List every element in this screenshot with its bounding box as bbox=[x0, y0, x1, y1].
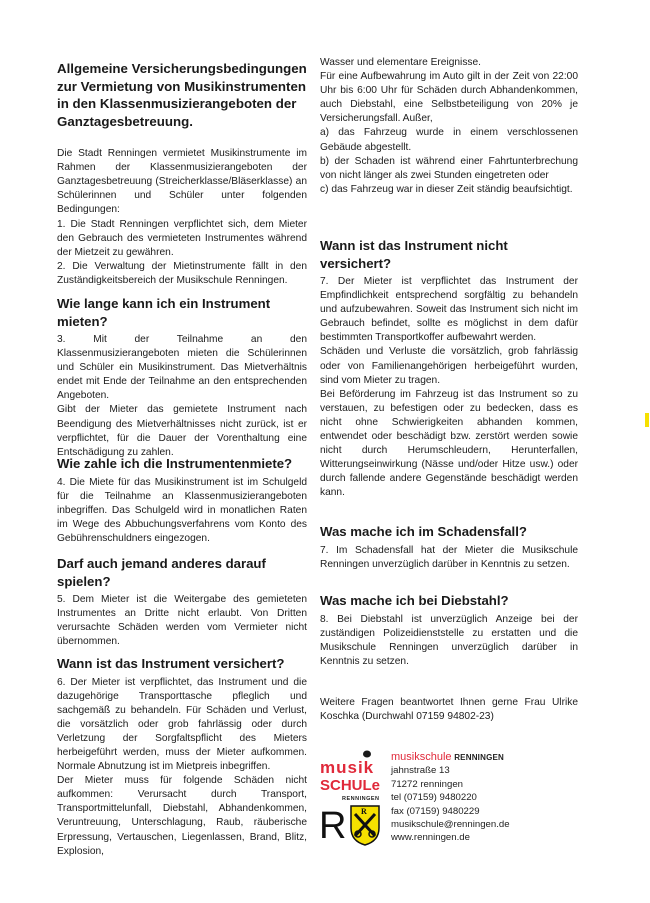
contact-note-block bbox=[320, 696, 578, 724]
intro-paragraph: Die Stadt Renningen vermietet Musikinstrumente im Rahmen der Klassenmusizierangeboten der Ganztagesbetreuung (Streicherklasse/Bläserklasse) an Schülerinnen und Schüler unter folgenden Bedingungen: bbox=[57, 148, 307, 216]
section-paragraph: 7. Der Mieter ist verpflichtet das Instrument der Empfindlichkeit entsprechend sorgfältig zu behandeln und aufzubewahren. Soweit das Instrument sich nicht im Gebrauch befindet, sollte es möglichst in dem dafür bestimmten Transportkoffer aufbewahrt werden. bbox=[320, 276, 578, 344]
website-link[interactable]: www.renningen.de bbox=[391, 832, 470, 844]
address-block bbox=[391, 751, 510, 845]
logo-line1: musik bbox=[320, 758, 375, 777]
document-title: Allgemeine Versicherungsbedingungen zur Vermietung von Musikinstrumenten in den Klassenmusizierangeboten der Ganztagesbetreuung. bbox=[57, 61, 307, 129]
continuation-paragraph: b) der Schaden ist während einer Fahrtunterbrechung von nicht länger als zwei Stunden eingetreten oder bbox=[320, 155, 578, 181]
brand-line bbox=[391, 751, 510, 764]
clause-1: 1. Die Stadt Renningen verpflichtet sich, dem Mieter den Gebrauch des vermieteten Instrumentes während der Mietzeit zu gewähren. bbox=[57, 219, 307, 259]
section-third-party bbox=[57, 555, 307, 649]
street: jahnstraße 13 bbox=[391, 765, 450, 777]
section-paragraph: 7. Im Schadensfall hat der Mieter die Musikschule Renningen unverzüglich darüber in Kenntnis zu setzen. bbox=[320, 544, 578, 570]
section-rental-duration bbox=[57, 295, 307, 460]
brand-city: RENNINGEN bbox=[454, 753, 505, 762]
section-theft bbox=[320, 592, 578, 669]
clause-block-1-2 bbox=[57, 218, 307, 288]
section-heading: Wie lange kann ich ein Instrument mieten? bbox=[57, 296, 271, 329]
section-heading: Was mache ich bei Diebstahl? bbox=[320, 593, 509, 608]
section-heading: Was mache ich im Schadensfall? bbox=[320, 524, 527, 539]
section-paragraph: Schäden und Verluste die vorsätzlich, grob fahrlässig oder von Familienangehörigen herbeigeführt wurden, sind vom Mieter zu tragen. bbox=[320, 346, 578, 386]
section-paragraph: Der Mieter muss für folgende Schäden nicht aufkommen: Verursacht durch Transport, Transportmittelunfall, Diebstahl, Abhandenkommen, Veruntreuung, Unterschlagung, Raub, räuberische Erpressung, Vertauschen, Liegenlassen, Brand, Blitz, Explosion, bbox=[57, 775, 307, 857]
logo-emblem-letter: R bbox=[320, 805, 347, 847]
section-not-insured bbox=[320, 237, 578, 501]
continuation-block bbox=[320, 56, 578, 197]
continuation-paragraph: Für eine Aufbewahrung im Auto gilt in der Zeit von 22:00 Uhr bis 6:00 Uhr für Schäden durch Abhandenkommen, auch Diebstahl, eine Selbstbeteiligung von 20% je Versicherungsfall. Außer, bbox=[320, 71, 578, 125]
section-payment bbox=[57, 455, 307, 546]
continuation-paragraph: c) das Fahrzeug war in dieser Zeit ständig beaufsichtigt. bbox=[320, 183, 573, 195]
section-heading: Wann ist das Instrument versichert? bbox=[57, 656, 285, 671]
section-heading: Darf auch jemand anderes darauf spielen? bbox=[57, 556, 266, 589]
phone: tel (07159) 9480220 bbox=[391, 792, 477, 804]
section-paragraph: Bei Beförderung im Fahrzeug ist das Instrument so zu verstauen, zu befestigen oder zu bedecken, dass es nicht ohne Schwierigkeiten abhanden kommen, entwendet oder beschädigt bzw. zerstört werden sowie nicht durch Herumschleudern, Herunterfallen, Witterungseinwirkung (Nässe und/oder Hitze usw.) oder durch fallende andere Gegenstände beschädigt werden kann. bbox=[320, 388, 578, 499]
section-paragraph: 4. Die Miete für das Musikinstrument ist im Schulgeld für die Teilnahme an Klassenmusizierangeboten inbegriffen. Das Schulgeld wird in monatlichen Raten im Wege des Abbuchungsverfahrens vom Konto des Gebührenschuldners eingezogen. bbox=[57, 476, 307, 544]
section-paragraph: 5. Dem Mieter ist die Weitergabe des gemieteten Instrumentes an Dritte nicht erlaubt. Von Dritten verursachte Schäden werden vom Vermieter nicht übernommen. bbox=[57, 594, 307, 648]
section-paragraph: 6. Der Mieter ist verpflichtet, das Instrument und die dazugehörige Transporttasche pfleglich und sachgemäß zu behandeln. Für Schäden und Verlust, die vorsätzlich oder grob fahrlässig oder durch Verletzung der Sorgfaltspflicht des Mieters herbeigeführt werden, muss der Mieter aufkommen. Normale Abnutzung ist im Mietpreis inbegriffen. bbox=[57, 676, 307, 773]
section-paragraph: 3. Mit der Teilnahme an den Klassenmusizierangeboten mieten die Schülerinnen und Schüler ein Musikinstrument. Das Mietverhältnis endet mit Ende der Teilnahme an den entsprechenden Angeboten. bbox=[57, 334, 307, 402]
musikschule-logo bbox=[320, 748, 382, 848]
margin-marker bbox=[645, 413, 649, 427]
logo-line2: SCHULe bbox=[320, 777, 381, 794]
section-insured bbox=[57, 655, 307, 859]
brand-name: musikschule bbox=[391, 751, 452, 763]
crest-icon bbox=[351, 806, 379, 845]
contact-note: Weitere Fragen beantwortet Ihnen gerne Frau Ulrike Koschka (Durchwahl 07159 94802-23) bbox=[320, 697, 578, 723]
fax: fax (07159) 9480229 bbox=[391, 805, 480, 817]
logo-line3: RENNINGEN bbox=[342, 796, 380, 802]
continuation-paragraph: a) das Fahrzeug wurde in einem verschlossenen Gebäude abgestellt. bbox=[320, 127, 578, 153]
continuation-paragraph: Wasser und elementare Ereignisse. bbox=[320, 57, 481, 68]
section-paragraph: Gibt der Mieter das gemietete Instrument nach Beendigung des Mietverhältnisses nicht zurück, ist er verpflichtet, für die Dauer der Vorenthaltung eine Entschädigung zu zahlen. bbox=[57, 404, 307, 458]
section-paragraph: 8. Bei Diebstahl ist unverzüglich Anzeige bei der zuständigen Polizeidienststelle zu erstatten und die Musikschule Renningen unverzüglich darüber in Kenntnis zu setzen. bbox=[320, 613, 578, 667]
logo-graphic bbox=[320, 748, 382, 848]
section-damage-case bbox=[320, 523, 578, 572]
crest-letter: R bbox=[361, 807, 367, 816]
email-link[interactable]: musikschule@renningen.de bbox=[391, 819, 510, 831]
clause-2: 2. Die Verwaltung der Mietinstrumente fällt in den Zuständigkeitsbereich der Musikschule Renningen. bbox=[57, 261, 307, 287]
postal-city: 71272 renningen bbox=[391, 778, 464, 790]
section-heading: Wann ist das Instrument nicht versichert? bbox=[320, 238, 508, 271]
intro-block bbox=[57, 147, 307, 217]
note-dot-icon bbox=[363, 751, 371, 758]
section-heading: Wie zahle ich die Instrumentenmiete? bbox=[57, 456, 293, 471]
